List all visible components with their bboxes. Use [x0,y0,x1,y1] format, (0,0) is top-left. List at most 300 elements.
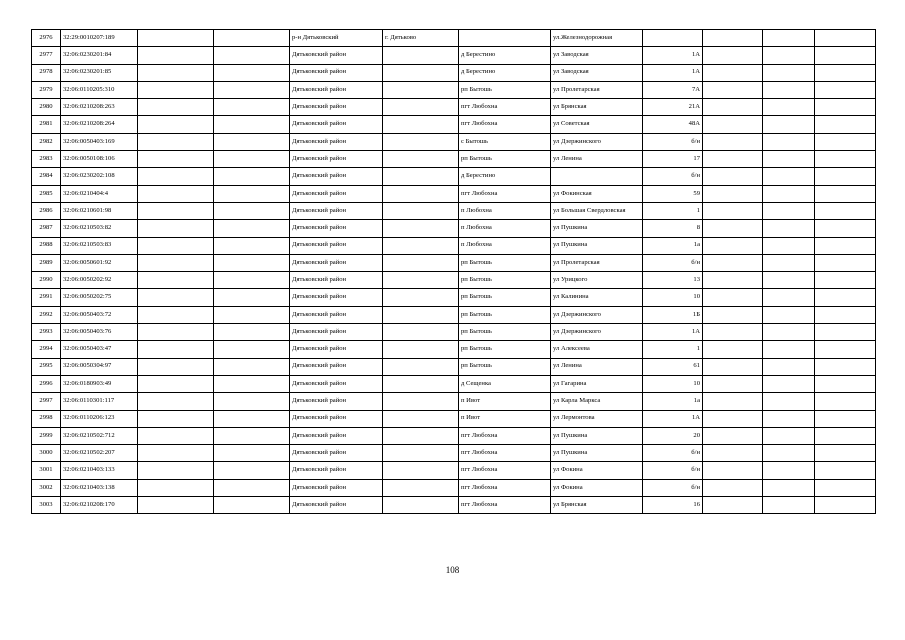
empty-cell-cell [703,272,763,289]
city-cell: г. Дятьково [383,30,459,47]
house-number-cell: 1а [643,237,703,254]
locality-cell: п Любохна [459,220,551,237]
empty-cell-cell [815,237,876,254]
house-number-cell: 13 [643,272,703,289]
cadastral-number-cell: 32:06:0210208:263 [61,99,138,116]
empty-cell-cell [703,289,763,306]
empty-cell-cell [763,375,815,392]
locality-cell: рп Бытошь [459,358,551,375]
district-cell: Дятьковский район [290,462,383,479]
empty-cell-cell [703,116,763,133]
row-number-cell: 2983 [32,151,61,168]
empty-cell-cell [703,324,763,341]
locality-cell: п Ивот [459,393,551,410]
empty-cell-cell [815,462,876,479]
locality-cell: д Берестино [459,64,551,81]
street-cell: ул Ленина [551,151,643,168]
empty-cell-cell [763,272,815,289]
empty-cell-cell [815,185,876,202]
district-cell: Дятьковский район [290,289,383,306]
district-cell: Дятьковский район [290,358,383,375]
empty-cell-cell [138,185,214,202]
locality-cell: рп Бытошь [459,306,551,323]
empty-cell-cell [214,30,290,47]
locality-cell: пгт Любохна [459,99,551,116]
house-number-cell: 48А [643,116,703,133]
district-cell: Дятьковский район [290,272,383,289]
district-cell: Дятьковский район [290,410,383,427]
empty-cell-cell [214,47,290,64]
row-number-cell: 2993 [32,324,61,341]
street-cell: ул Пролетарская [551,81,643,98]
empty-cell-cell [138,99,214,116]
street-cell: ул Пушкина [551,427,643,444]
table-row [32,81,876,98]
empty-cell-cell [815,151,876,168]
empty-cell-cell [214,306,290,323]
empty-cell-cell [214,116,290,133]
empty-cell-cell [763,168,815,185]
city-cell [383,133,459,150]
empty-cell-cell [763,462,815,479]
house-number-cell: 1Б [643,306,703,323]
empty-cell-cell [703,30,763,47]
cadastral-number-cell: 32:06:0110301:117 [61,393,138,410]
empty-cell-cell [763,497,815,514]
empty-cell-cell [703,185,763,202]
house-number-cell [643,30,703,47]
empty-cell-cell [138,47,214,64]
empty-cell-cell [138,254,214,271]
house-number-cell: 1А [643,410,703,427]
cadastral-number-cell: 32:06:0050304:97 [61,358,138,375]
page-number: 108 [445,565,460,575]
empty-cell-cell [214,375,290,392]
table-row [32,306,876,323]
empty-cell-cell [214,220,290,237]
empty-cell-cell [703,64,763,81]
city-cell [383,81,459,98]
locality-cell: п Любохна [459,202,551,219]
empty-cell-cell [214,393,290,410]
cadastral-number-cell: 32:06:0180903:49 [61,375,138,392]
empty-cell-cell [214,427,290,444]
row-number-cell: 2995 [32,358,61,375]
row-number-cell: 2978 [32,64,61,81]
row-number-cell: 2994 [32,341,61,358]
city-cell [383,375,459,392]
house-number-cell: 10 [643,375,703,392]
row-number-cell: 3002 [32,479,61,496]
house-number-cell: 61 [643,358,703,375]
empty-cell-cell [815,254,876,271]
house-number-cell: 1 [643,202,703,219]
empty-cell-cell [703,462,763,479]
cadastral-number-cell: 32:06:0050403:47 [61,341,138,358]
empty-cell-cell [703,479,763,496]
empty-cell-cell [763,289,815,306]
city-cell [383,341,459,358]
house-number-cell: 1а [643,393,703,410]
cadastral-number-cell: 32:06:0050403:76 [61,324,138,341]
empty-cell-cell [815,324,876,341]
house-number-cell: 10 [643,289,703,306]
empty-cell-cell [815,289,876,306]
empty-cell-cell [703,341,763,358]
empty-cell-cell [703,133,763,150]
row-number-cell: 2987 [32,220,61,237]
house-number-cell: 7А [643,81,703,98]
city-cell [383,358,459,375]
empty-cell-cell [703,237,763,254]
row-number-cell: 2979 [32,81,61,98]
street-cell: ул Карла Маркса [551,393,643,410]
table-row [32,64,876,81]
house-number-cell: б/н [643,479,703,496]
empty-cell-cell [763,185,815,202]
row-number-cell: 2996 [32,375,61,392]
empty-cell-cell [138,289,214,306]
cadastral-number-cell: 32:06:0230201:84 [61,47,138,64]
city-cell [383,462,459,479]
cadastral-number-cell: 32:06:0110205:310 [61,81,138,98]
empty-cell-cell [138,81,214,98]
locality-cell: пгт Любохна [459,427,551,444]
district-cell: Дятьковский район [290,306,383,323]
locality-cell: с Бытошь [459,133,551,150]
locality-cell: рп Бытошь [459,151,551,168]
row-number-cell: 2989 [32,254,61,271]
empty-cell-cell [763,116,815,133]
district-cell: Дятьковский район [290,47,383,64]
cadastral-number-cell: 32:06:0050202:75 [61,289,138,306]
row-number-cell: 2977 [32,47,61,64]
empty-cell-cell [815,99,876,116]
city-cell [383,410,459,427]
district-cell: Дятьковский район [290,202,383,219]
table-row [32,479,876,496]
locality-cell: пгт Любохна [459,445,551,462]
empty-cell-cell [138,64,214,81]
row-number-cell: 3003 [32,497,61,514]
empty-cell-cell [763,151,815,168]
street-cell: ул Брянская [551,497,643,514]
table-row [32,133,876,150]
house-number-cell: 16 [643,497,703,514]
empty-cell-cell [703,220,763,237]
city-cell [383,47,459,64]
city-cell [383,427,459,444]
table-row [32,116,876,133]
empty-cell-cell [214,410,290,427]
empty-cell-cell [763,341,815,358]
empty-cell-cell [214,358,290,375]
empty-cell-cell [763,220,815,237]
cadastral-number-cell: 32:06:0050403:72 [61,306,138,323]
house-number-cell: б/н [643,168,703,185]
house-number-cell: 59 [643,185,703,202]
table-row [32,272,876,289]
street-cell: ул Пушкина [551,445,643,462]
cadastral-number-cell: 32:06:0230202:108 [61,168,138,185]
cadastral-number-cell: 32:06:0210601:98 [61,202,138,219]
city-cell [383,237,459,254]
table-row [32,410,876,427]
street-cell: ул Советская [551,116,643,133]
row-number-cell: 2985 [32,185,61,202]
empty-cell-cell [815,479,876,496]
locality-cell: пгт Любохна [459,185,551,202]
cadastral-number-cell: 32:06:0210503:82 [61,220,138,237]
cadastral-number-cell: 32:06:0210502:712 [61,427,138,444]
empty-cell-cell [763,99,815,116]
cadastral-number-cell: 32:06:0210208:170 [61,497,138,514]
empty-cell-cell [138,341,214,358]
city-cell [383,306,459,323]
city-cell [383,64,459,81]
empty-cell-cell [214,133,290,150]
street-cell: ул.Железнодорожная [551,30,643,47]
house-number-cell: б/н [643,133,703,150]
empty-cell-cell [703,497,763,514]
city-cell [383,185,459,202]
house-number-cell: 21А [643,99,703,116]
locality-cell: п Любохна [459,237,551,254]
empty-cell-cell [703,202,763,219]
empty-cell-cell [763,30,815,47]
row-number-cell: 2980 [32,99,61,116]
house-number-cell: б/н [643,462,703,479]
street-cell: ул Лермонтова [551,410,643,427]
empty-cell-cell [815,47,876,64]
empty-cell-cell [815,358,876,375]
street-cell: ул Фокина [551,479,643,496]
row-number-cell: 3001 [32,462,61,479]
empty-cell-cell [763,81,815,98]
table-row [32,358,876,375]
street-cell: ул Гагарина [551,375,643,392]
row-number-cell: 2990 [32,272,61,289]
table-row [32,427,876,444]
district-cell: Дятьковский район [290,375,383,392]
empty-cell-cell [815,30,876,47]
empty-cell-cell [138,220,214,237]
table-row [32,289,876,306]
empty-cell-cell [763,47,815,64]
cadastral-number-cell: 32:29:0010207:189 [61,30,138,47]
street-cell: ул Фокинская [551,185,643,202]
cadastral-number-cell: 32:06:0210503:83 [61,237,138,254]
locality-cell: рп Бытошь [459,289,551,306]
locality-cell: пгт Любохна [459,116,551,133]
district-cell: Дятьковский район [290,237,383,254]
house-number-cell: б/н [643,254,703,271]
cadastral-number-cell: 32:06:0210403:133 [61,462,138,479]
empty-cell-cell [703,427,763,444]
cadastral-number-cell: 32:06:0210404:4 [61,185,138,202]
empty-cell-cell [815,393,876,410]
street-cell: ул Урицкого [551,272,643,289]
row-number-cell: 2976 [32,30,61,47]
street-cell: ул Фокина [551,462,643,479]
table-row [32,375,876,392]
street-cell: ул Дзержинского [551,324,643,341]
empty-cell-cell [214,202,290,219]
empty-cell-cell [214,341,290,358]
table-row [32,47,876,64]
empty-cell-cell [815,375,876,392]
row-number-cell: 3000 [32,445,61,462]
locality-cell: рп Бытошь [459,254,551,271]
empty-cell-cell [214,324,290,341]
locality-cell: рп Бытошь [459,341,551,358]
empty-cell-cell [138,479,214,496]
empty-cell-cell [214,151,290,168]
row-number-cell: 2991 [32,289,61,306]
empty-cell-cell [763,479,815,496]
empty-cell-cell [138,133,214,150]
locality-cell: пгт Любохна [459,497,551,514]
city-cell [383,272,459,289]
table-row [32,324,876,341]
table-row [32,202,876,219]
city-cell [383,445,459,462]
district-cell: Дятьковский район [290,116,383,133]
empty-cell-cell [214,81,290,98]
empty-cell-cell [138,410,214,427]
house-number-cell: 1А [643,324,703,341]
empty-cell-cell [138,462,214,479]
empty-cell-cell [138,375,214,392]
cadastral-number-cell: 32:06:0210502:207 [61,445,138,462]
district-cell: Дятьковский район [290,81,383,98]
empty-cell-cell [815,427,876,444]
empty-cell-cell [703,393,763,410]
district-cell: Дятьковский район [290,168,383,185]
empty-cell-cell [815,64,876,81]
empty-cell-cell [214,272,290,289]
row-number-cell: 2986 [32,202,61,219]
table-row [32,462,876,479]
locality-cell: рп Бытошь [459,324,551,341]
city-cell [383,289,459,306]
city-cell [383,220,459,237]
cadastral-number-cell: 32:06:0210403:138 [61,479,138,496]
locality-cell: рп Бытошь [459,272,551,289]
house-number-cell: 17 [643,151,703,168]
empty-cell-cell [763,445,815,462]
empty-cell-cell [703,445,763,462]
locality-cell: пгт Любохна [459,479,551,496]
locality-cell: пгт Любохна [459,462,551,479]
empty-cell-cell [815,497,876,514]
empty-cell-cell [763,64,815,81]
table-row [32,30,876,47]
row-number-cell: 2998 [32,410,61,427]
cadastral-number-cell: 32:06:0110206:123 [61,410,138,427]
street-cell: ул Алексеева [551,341,643,358]
table-row [32,237,876,254]
street-cell: ул Большая Свердловская [551,202,643,219]
district-cell: Дятьковский район [290,133,383,150]
empty-cell-cell [815,220,876,237]
empty-cell-cell [815,410,876,427]
city-cell [383,254,459,271]
locality-cell: д Берестино [459,47,551,64]
district-cell: Дятьковский район [290,341,383,358]
street-cell: ул Заводская [551,64,643,81]
district-cell: Дятьковский район [290,99,383,116]
table-row [32,254,876,271]
district-cell: Дятьковский район [290,324,383,341]
city-cell [383,324,459,341]
empty-cell-cell [214,185,290,202]
empty-cell-cell [138,358,214,375]
empty-cell-cell [214,289,290,306]
district-cell: Дятьковский район [290,427,383,444]
district-cell: Дятьковский район [290,445,383,462]
district-cell: р-н Дятьковский [290,30,383,47]
empty-cell-cell [763,306,815,323]
street-cell [551,168,643,185]
empty-cell-cell [138,116,214,133]
table-row [32,99,876,116]
row-number-cell: 2982 [32,133,61,150]
city-cell [383,168,459,185]
city-cell [383,479,459,496]
empty-cell-cell [763,133,815,150]
row-number-cell: 2992 [32,306,61,323]
empty-cell-cell [763,393,815,410]
street-cell: ул Пушкина [551,220,643,237]
empty-cell-cell [214,168,290,185]
district-cell: Дятьковский район [290,185,383,202]
street-cell: ул Калинина [551,289,643,306]
cadastral-number-cell: 32:06:0230201:85 [61,64,138,81]
empty-cell-cell [763,427,815,444]
empty-cell-cell [815,202,876,219]
empty-cell-cell [138,393,214,410]
empty-cell-cell [138,445,214,462]
cadastral-number-cell: 32:06:0210208:264 [61,116,138,133]
empty-cell-cell [138,237,214,254]
cadastral-number-cell: 32:06:0050108:106 [61,151,138,168]
empty-cell-cell [214,445,290,462]
empty-cell-cell [703,254,763,271]
house-number-cell: 20 [643,427,703,444]
empty-cell-cell [815,272,876,289]
registry-table [31,29,876,514]
street-cell: ул Дзержинского [551,306,643,323]
district-cell: Дятьковский район [290,151,383,168]
empty-cell-cell [214,99,290,116]
empty-cell-cell [214,479,290,496]
table-row [32,341,876,358]
empty-cell-cell [703,168,763,185]
district-cell: Дятьковский район [290,393,383,410]
locality-cell: д Сещенка [459,375,551,392]
district-cell: Дятьковский район [290,497,383,514]
empty-cell-cell [763,254,815,271]
street-cell: ул Пролетарская [551,254,643,271]
empty-cell-cell [214,64,290,81]
empty-cell-cell [703,151,763,168]
empty-cell-cell [815,341,876,358]
empty-cell-cell [138,151,214,168]
city-cell [383,497,459,514]
district-cell: Дятьковский район [290,254,383,271]
cadastral-number-cell: 32:06:0050601:92 [61,254,138,271]
